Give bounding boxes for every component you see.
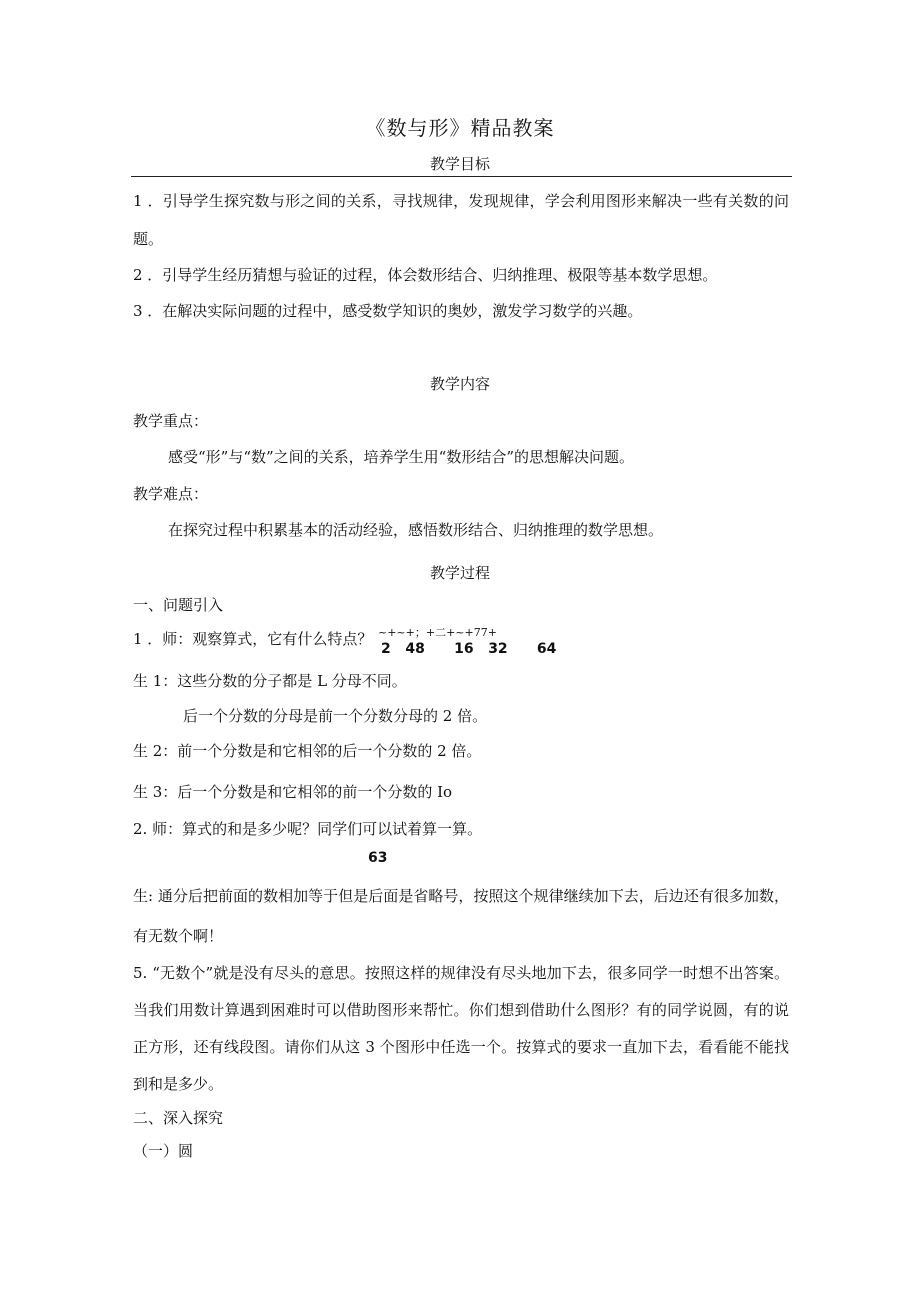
- student-3-answer: 生 3：后一个分数是和它相邻的前一个分数的 Io: [133, 783, 453, 801]
- student-2-answer: 生 2：前一个分数是和它相邻的后一个分数的 2 倍。: [133, 742, 482, 760]
- sum-numerator: 63: [368, 850, 388, 866]
- student-1-answer: 生 1：这些分数的分子都是 L 分母不同。: [133, 672, 407, 690]
- section-heading-content: 教学内容: [429, 375, 490, 393]
- section-heading-process: 教学过程: [429, 564, 490, 582]
- part-1-heading: 一、问题引入: [133, 596, 224, 614]
- question-1: 1 ．师：观察算式，它有什么特点？: [133, 630, 373, 648]
- part-2-heading: 二、深入探究: [133, 1109, 224, 1127]
- goal-item-3: 3 ．在解决实际问题的过程中，感受数学知识的奥妙，激发学习数学的兴趣。: [133, 302, 643, 320]
- key-point-text: 感受“形”与“数”之间的关系，培养学生用“数形结合”的思想解决问题。: [168, 448, 635, 466]
- para-5-line-2: 当我们用数计算遇到困难时可以借助图形来帮忙。你们想到借助什么图形？有的同学说圆，有的说: [133, 1001, 789, 1019]
- student-reply-cont: 有无数个啊！: [133, 927, 224, 945]
- series-denominators: 2 48 16 32 64: [381, 641, 557, 657]
- difficulty-label: 教学难点：: [133, 485, 209, 503]
- difficulty-text: 在探究过程中积累基本的活动经验，感悟数形结合、归纳推理的数学思想。: [168, 521, 664, 539]
- student-1-answer-cont: 后一个分数的分母是前一个分数分母的 2 倍。: [183, 707, 488, 725]
- section-heading-goals: 教学目标: [429, 155, 490, 173]
- key-point-label: 教学重点：: [133, 412, 209, 430]
- header-divider: [131, 176, 792, 177]
- question-2: 2. 师：算式的和是多少呢？同学们可以试着算一算。: [133, 820, 483, 838]
- series-formula: ~+~+；+二+~+77+: [378, 626, 497, 639]
- goal-item-2: 2 ．引导学生经历猜想与验证的过程，体会数形结合、归纳推理、极限等基本数学思想。: [133, 266, 718, 284]
- para-5-line-4: 到和是多少。: [133, 1075, 224, 1093]
- para-5-line-3: 正方形，还有线段图。请你们从这 3 个图形中任选一个。按算式的要求一直加下去，看看能不能找: [133, 1038, 789, 1056]
- document-title: 《数与形》精品教案: [365, 116, 555, 140]
- student-reply: 生: 通分后把前面的数相加等于但是后面是省略号，按照这个规律继续加下去，后边还有很多加数，: [133, 887, 789, 905]
- subsection-circle: （一）圆: [133, 1142, 194, 1160]
- goal-item-1-cont: 题。: [133, 230, 164, 248]
- para-5-line-1: 5. “无数个”就是没有尽头的意思。按照这样的规律没有尽头地加下去，很多同学一时想不出答案。: [133, 964, 789, 982]
- goal-item-1: 1 ．引导学生探究数与形之间的关系，寻找规律，发现规律，学会利用图形来解决一些有关数的问: [133, 192, 789, 210]
